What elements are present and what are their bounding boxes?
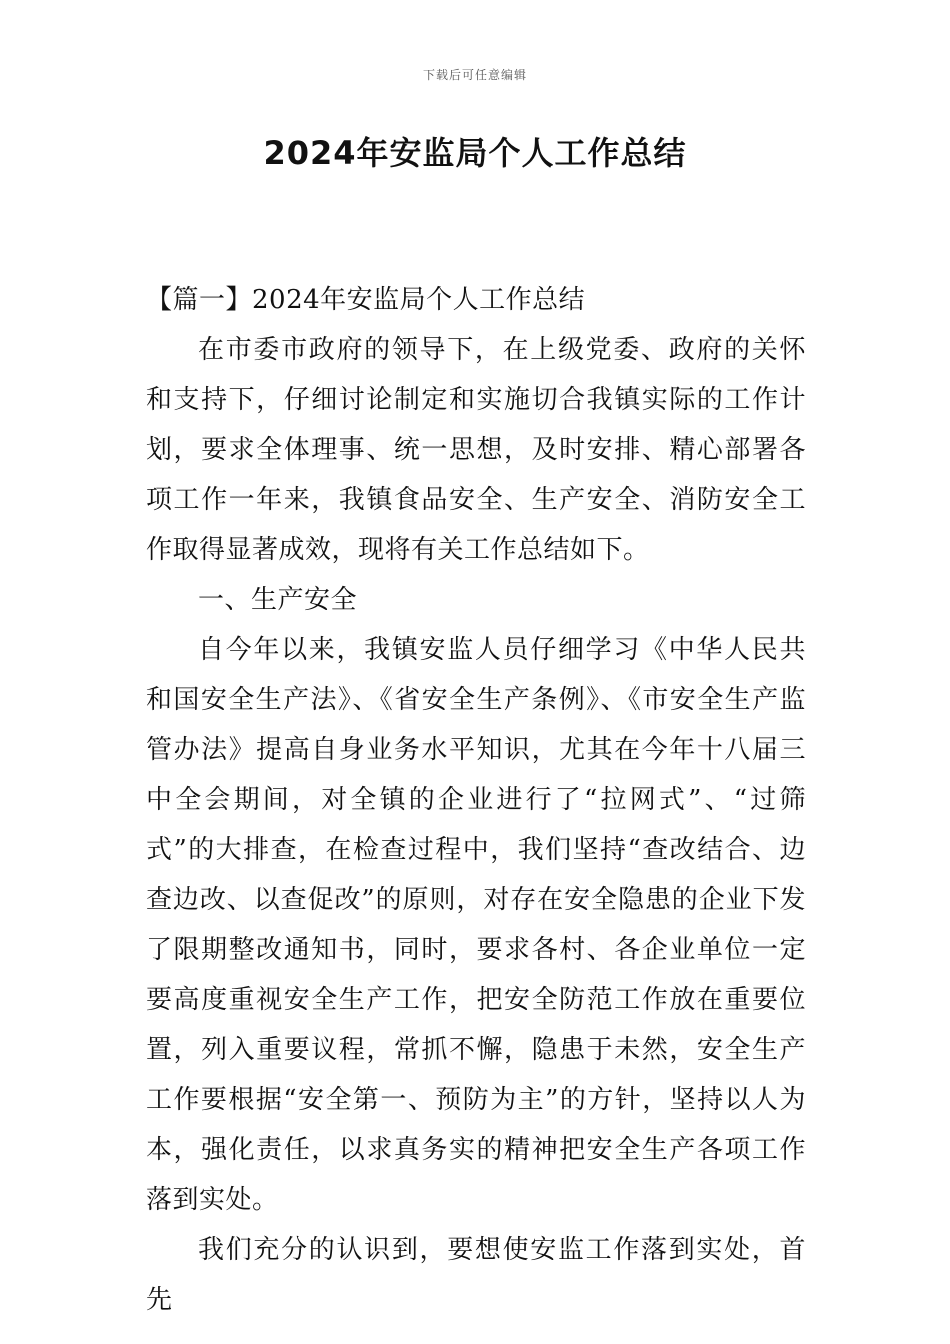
paragraph-continued: 我们充分的认识到，要想使安监工作落到实处，首先: [146, 1235, 806, 1315]
header-note: 下载后可任意编辑: [422, 68, 527, 82]
document-body: [146, 275, 806, 1325]
paragraph-intro: 在市委市政府的领导下，在上级党委、政府的关怀和支持下，仔细讨论制定和实施切合我镇实际的工作计划，要求全体理事、统一思想，及时安排、精心部署各项工作一年来，我镇食品安全、生产安全、消防安全工作取得显著成效，现将有关工作总结如下。: [146, 335, 806, 565]
subsection-heading: 一、生产安全: [198, 585, 358, 615]
section-heading: 【篇一】2024年安监局个人工作总结: [146, 285, 586, 315]
paragraph-production-safety: 自今年以来，我镇安监人员仔细学习《中华人民共和国安全生产法》、《省安全生产条例》、《市安全生产监管办法》提高自身业务水平知识，尤其在今年十八届三中全会期间，对全镇的企业进行了“拉网式”、“过筛式”的大排查，在检查过程中，我们坚持“查改结合、边查边改、以查促改”的原则，对存在安全隐患的企业下发了限期整改通知书，同时，要求各村、各企业单位一定要高度重视安全生产工作，把安全防范工作放在重要位置，列入重要议程，常抓不懈，隐患于未然，安全生产工作要根据“安全第一、预防为主”的方针，坚持以人为本，强化责任，以求真务实的精神把安全生产各项工作落到实处。: [146, 635, 806, 1215]
document-title: 2024年安监局个人工作总结: [263, 134, 687, 172]
